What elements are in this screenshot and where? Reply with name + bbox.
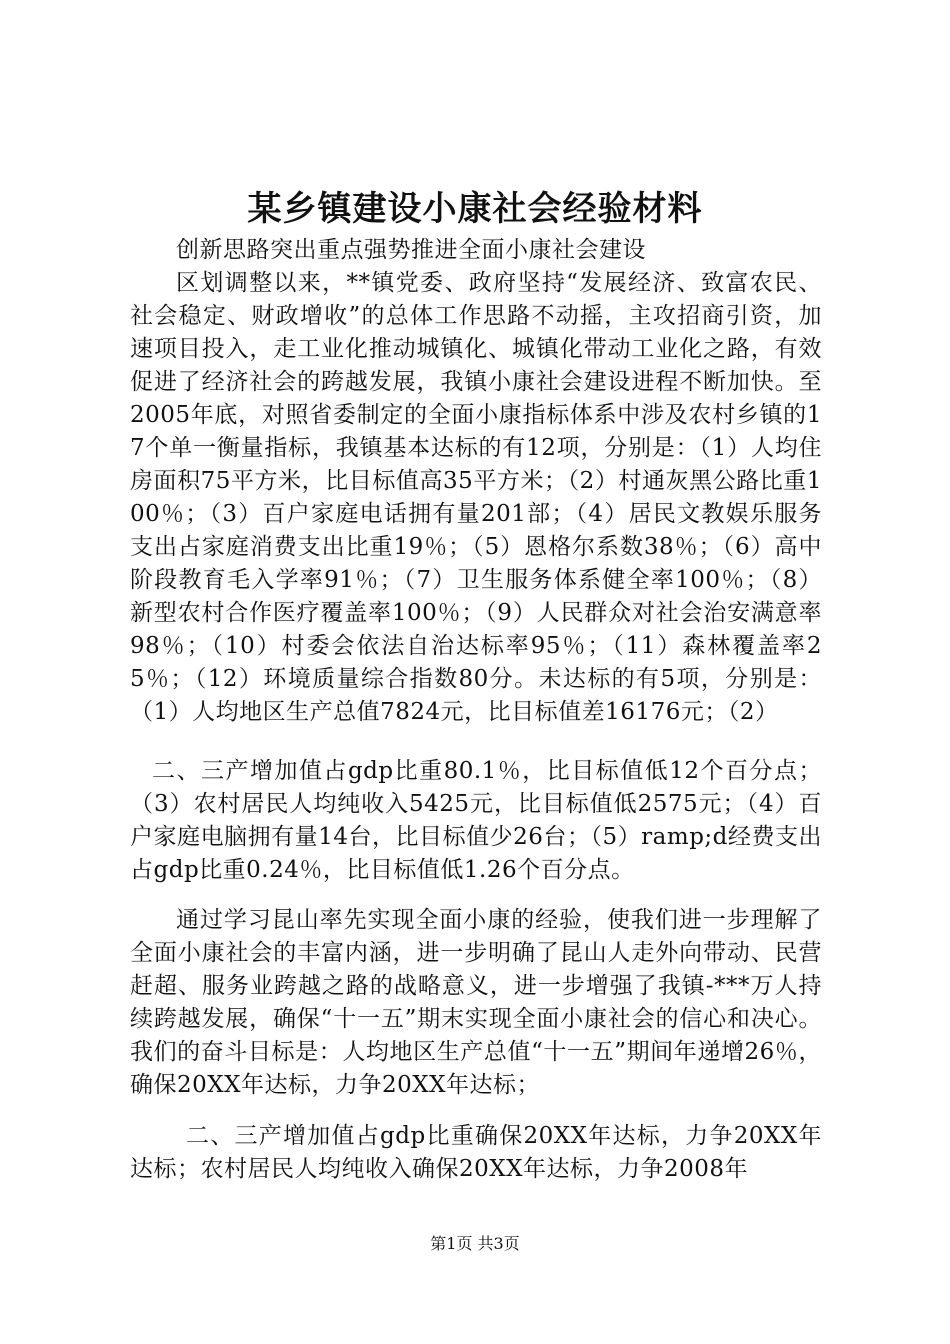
paragraph: 通过学习昆山率先实现全面小康的经验，使我们进一步理解了全面小康社会的丰富内涵，进一步明确了昆山人走外向带动、民营赶超、服务业跨越之路的战略意义，进一步增强了我镇-***万人持续跨越发展，确保“十一五”期末实现全面小康社会的信心和决心。我们的奋斗目标是：人均地区生产总值“十一五”期间年递增26％，确保20XX年达标，力争20XX年达标； <box>130 907 822 1098</box>
document-subtitle: 创新思路突出重点强势推进全面小康社会建设 <box>176 237 646 263</box>
paragraph: 区划调整以来，**镇党委、政府坚持“发展经济、致富农民、社会稳定、财政增收”的总体工作思路不动摇，主攻招商引资，加速项目投入，走工业化推动城镇化、城镇化带动工业化之路，有效促进了经济社会的跨越发展，我镇小康社会建设进程不断加快。至2005年底，对照省委制定的全面小康指标体系中涉及农村乡镇的17个单一衡量指标，我镇基本达标的有12项，分别是：（1）人均住房面积75平方米，比目标值高35平方米；（2）村通灰黑公路比重100％；（3）百户家庭电话拥有量201部；（4）居民文教娱乐服务支出占家庭消费支出比重19％；（5）恩格尔系数38％；（6）高中阶段教育毛入学率91％；（7）卫生服务体系健全率100％；（8）新型农村合作医疗覆盖率100％；（9）人民群众对社会治安满意率98％；（10）村委会依法自治达标率95％；（11）森林覆盖率25％；（12）环境质量综合指数80分。未达标的有5项，分别是：（1）人均地区生产总值7824元，比目标值差16176元；（2） <box>130 270 822 725</box>
document-title: 某乡镇建设小康社会经验材料 <box>247 189 703 229</box>
paragraph: 二、三产增加值占gdp比重80.1％，比目标值低12个百分点；（3）农村居民人均纯收入5425元，比目标值低2575元；（4）百户家庭电脑拥有量14台，比目标值少26台；（5）ramp;d经费支出占gdp比重0.24％，比目标值低1.26个百分点。 <box>130 758 822 883</box>
paragraph: 二、三产增加值占gdp比重确保20XX年达标，力争20XX年达标；农村居民人均纯收入确保20XX年达标，力争2008年 <box>130 1123 822 1182</box>
page-number-footer: 第1页 共3页 <box>430 1234 520 1253</box>
